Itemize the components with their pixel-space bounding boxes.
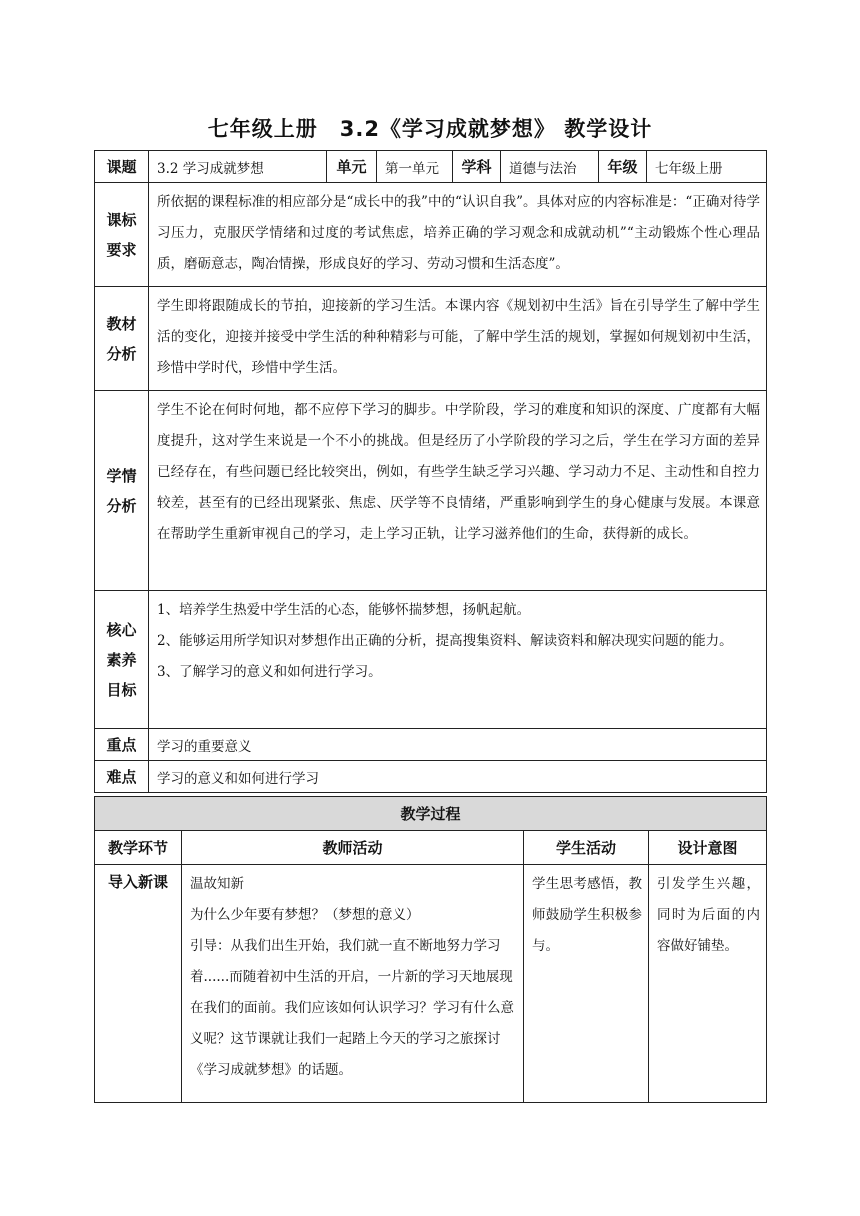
topic-value: 3.2 学习成就梦想 [149,151,327,183]
header-student: 学生活动 [524,831,649,865]
goals-label: 核心素养目标 [95,591,149,729]
subject-label: 学科 [453,151,501,183]
students-text: 学生不论在何时何地，都不应停下学习的脚步。中学阶段，学习的难度和知识的深度、广度都有大幅度提升，这对学生来说是一个不小的挑战。但是经历了小学阶段的学习之后，学生在学习方面的差异已经存在，有些问题已经比较突出，例如，有些学生缺乏学习兴趣、学习动力不足、主动性和自控力较差，甚至有的已经出现紧张、焦虑、厌学等不良情绪，严重影响到学生的身心健康与发展。本课意在帮助学生重新审视自己的学习，走上学习正轨，让学习滋养他们的生命，获得新的成长。 [149,391,767,591]
difficulty-label: 难点 [95,761,149,793]
document-title: 七年级上册 3.2《学习成就梦想》 教学设计 [207,117,653,141]
design-intent-cell: 引发学生兴趣，同时为后面的内容做好铺垫。 [649,865,767,1103]
header-stage: 教学环节 [95,831,182,865]
curriculum-row [95,183,767,287]
goal-item: 3、了解学习的意义和如何进行学习。 [157,664,382,680]
goal-item: 2、能够运用所学知识对梦想作出正确的分析，提高搜集资料、解读资料和解决现实问题的能力。 [157,633,733,649]
header-teacher: 教师活动 [182,831,524,865]
process-row [95,865,767,1103]
textbook-text: 学生即将跟随成长的节拍，迎接新的学习生活。本课内容《规划初中生活》旨在引导学生了解中学生活的变化，迎接并接受中学生活的种种精彩与可能，了解中学生活的规划，掌握如何规划初中生活，珍惜中学时代，珍惜中学生活。 [149,287,767,391]
textbook-row [95,287,767,391]
process-header-row [95,831,767,865]
textbook-label: 教材分析 [95,287,149,391]
teacher-activity-line: 温故知新 [190,876,244,892]
process-title-row [95,797,767,831]
stage-cell: 导入新课 [95,865,182,1103]
subject-value: 道德与法治 [501,151,599,183]
student-activity-cell: 学生思考感悟，教师鼓励学生积极参与。 [524,865,649,1103]
info-row [95,151,767,183]
students-label: 学情分析 [95,391,149,591]
goals-row [95,591,767,729]
grade-label: 年级 [599,151,647,183]
key-point-text: 学习的重要意义 [149,729,767,761]
process-title: 教学过程 [95,797,767,831]
goal-item: 1、培养学生热爱中学生活的心态，能够怀揣梦想，扬帆起航。 [157,602,531,618]
teacher-activity-cell [182,865,524,1103]
grade-value: 七年级上册 [647,151,767,183]
key-point-label: 重点 [95,729,149,761]
teacher-activity-line: 引导：从我们出生开始，我们就一直不断地努力学习着......而随着初中生活的开启，一片新的学习天地展现在我们的面前。我们应该如何认识学习？学习有什么意义呢？这节课就让我们一起踏上今天的学习之旅探讨《学习成就梦想》的话题。 [190,938,514,1078]
students-row [95,391,767,591]
difficulty-text: 学习的意义和如何进行学习 [149,761,767,793]
unit-label: 单元 [327,151,377,183]
lesson-info-table [94,150,767,793]
curriculum-text: 所依据的课程标准的相应部分是“成长中的我”中的“认识自我”。具体对应的内容标准是：“正确对待学习压力，克服厌学情绪和过度的考试焦虑，培养正确的学习观念和成就动机”“主动锻炼个性心理品质，磨砺意志，陶冶情操，形成良好的学习、劳动习惯和生活态度”。 [149,183,767,287]
curriculum-label: 课标要求 [95,183,149,287]
teaching-process-table [94,796,767,1103]
unit-value: 第一单元 [377,151,453,183]
teacher-activity-line: 为什么少年要有梦想？（梦想的意义） [190,907,420,923]
key-point-row [95,729,767,761]
topic-label: 课题 [95,151,149,183]
header-intent: 设计意图 [649,831,767,865]
difficulty-row [95,761,767,793]
goals-list [149,591,767,729]
